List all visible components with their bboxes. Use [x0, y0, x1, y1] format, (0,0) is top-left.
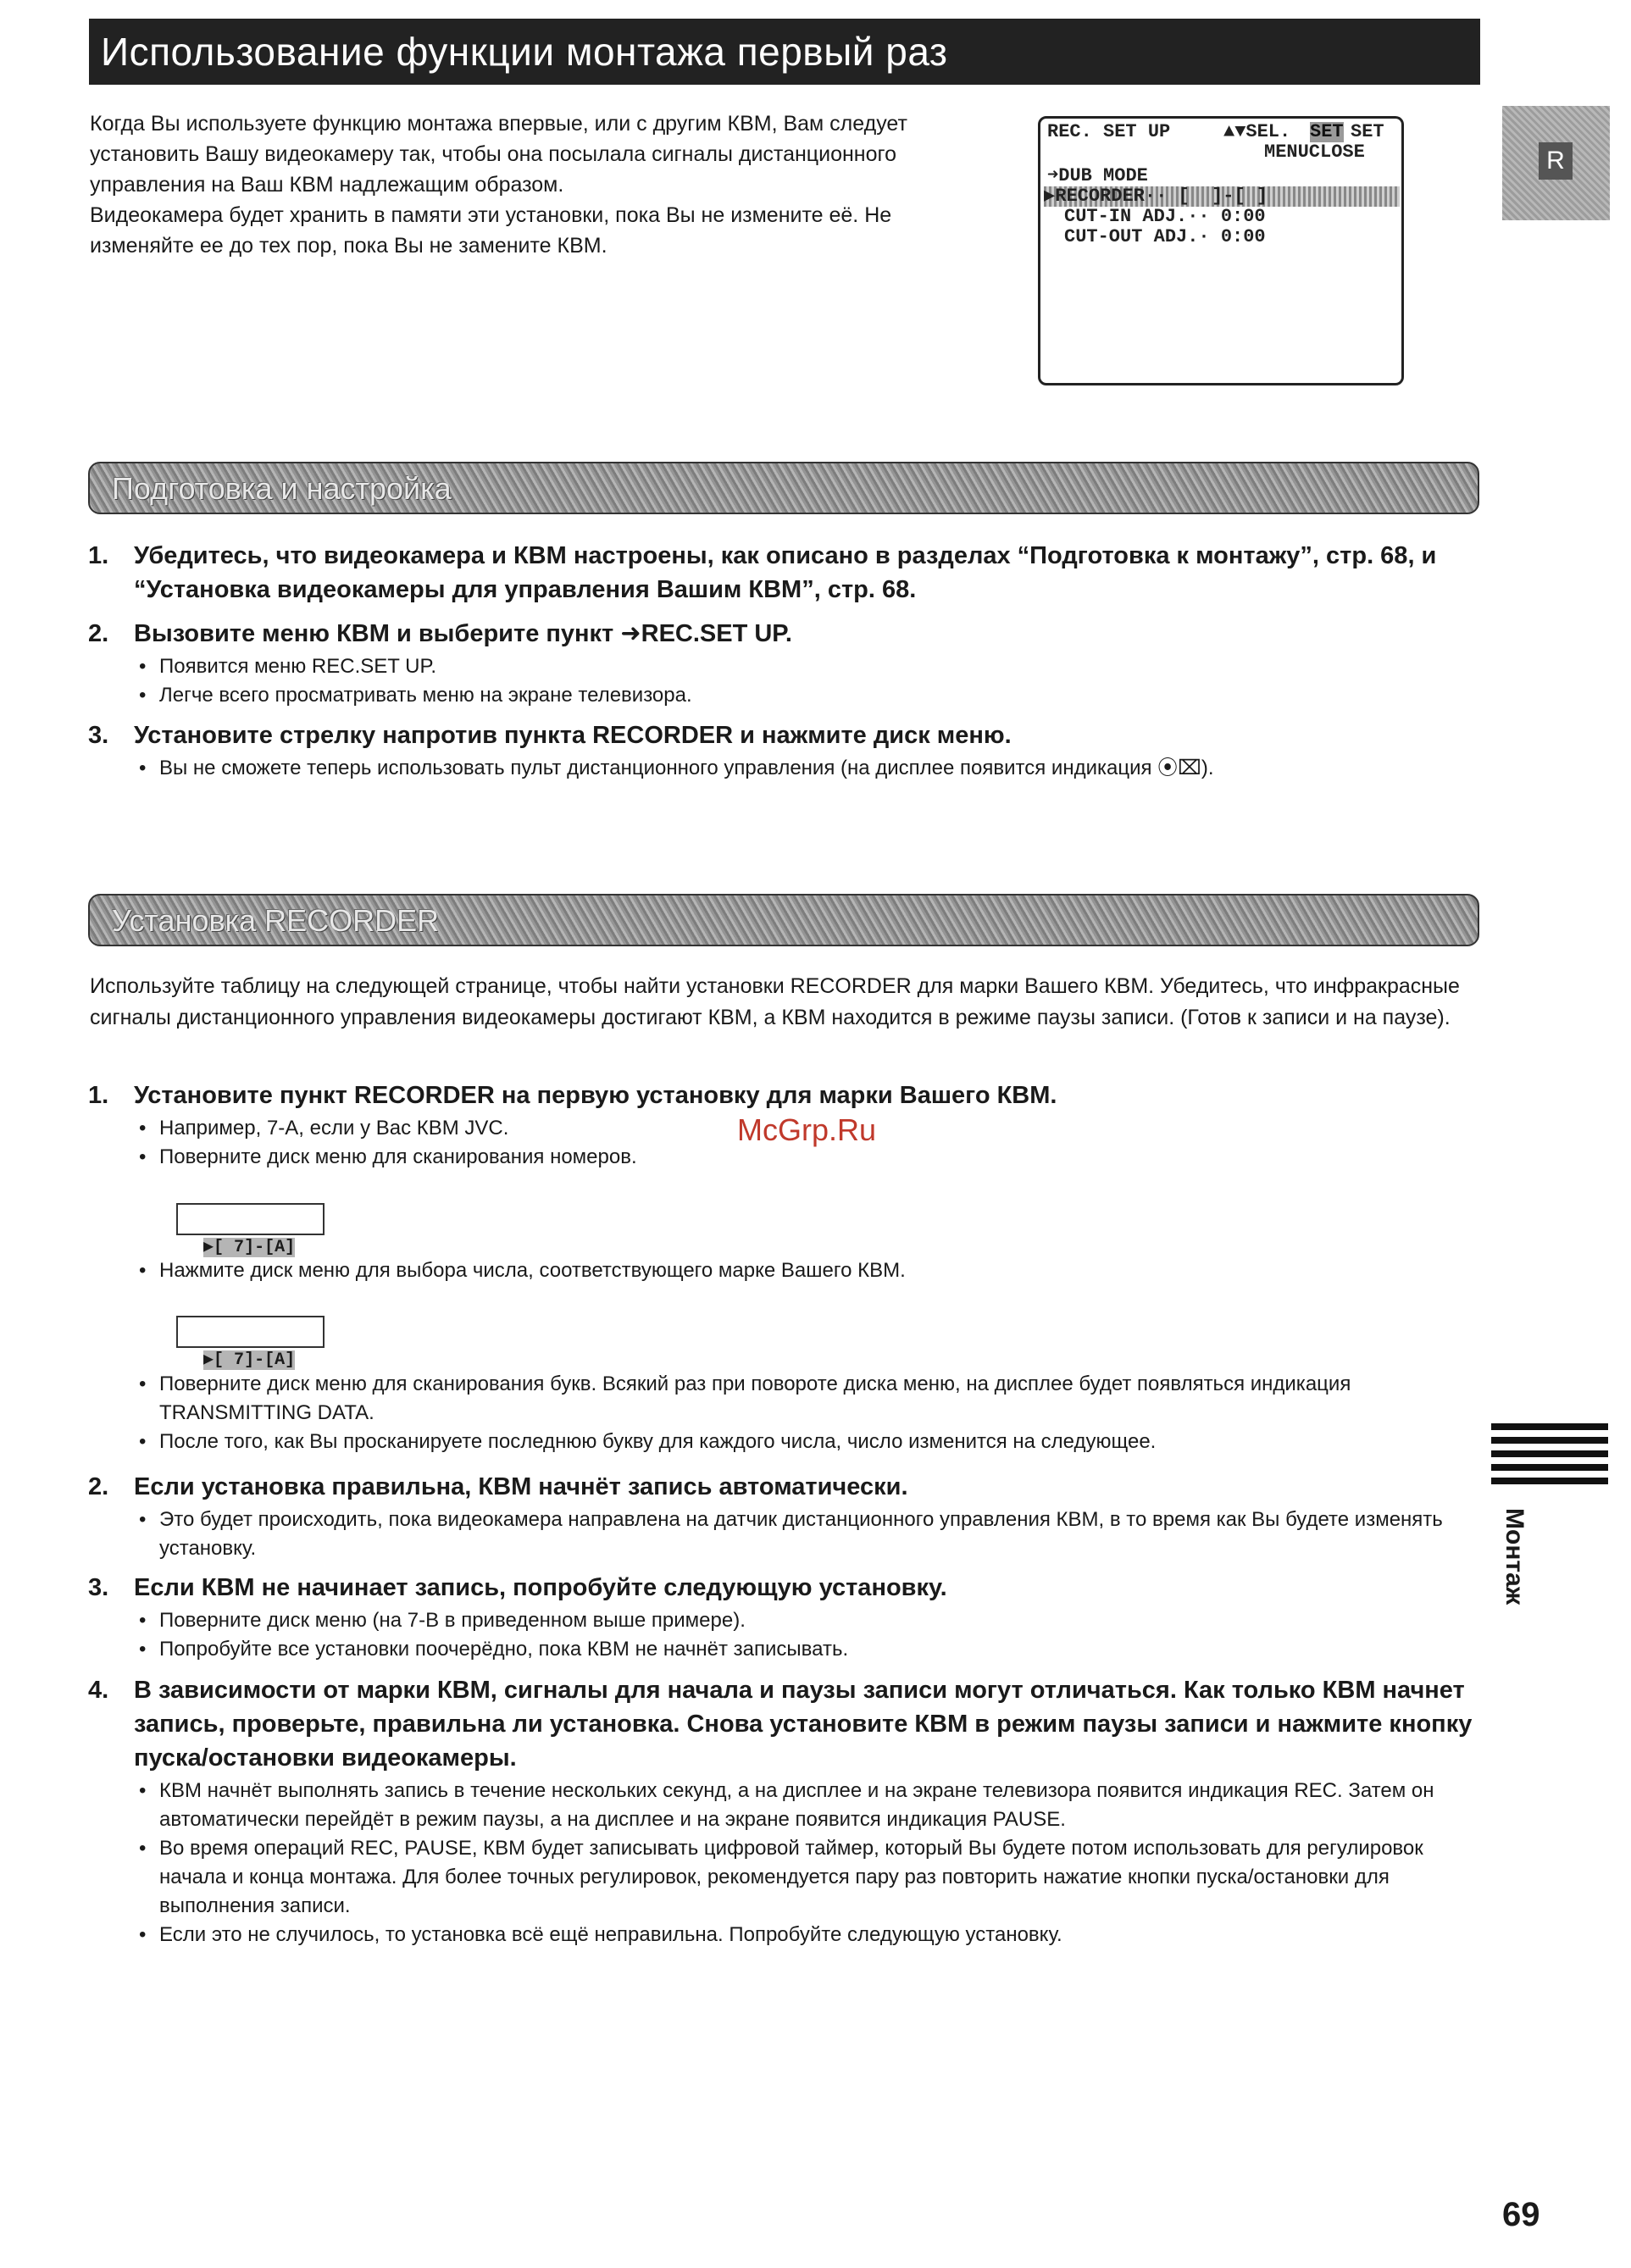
language-tab-letter: R	[1539, 142, 1573, 180]
recorder-display-letter	[176, 1316, 325, 1370]
step-number: 2.	[88, 1473, 109, 1500]
bullet-list	[134, 1506, 1478, 1563]
step-number: 3.	[88, 1574, 109, 1601]
step-item	[88, 1571, 1478, 1664]
menu-item-recorder: ▶RECORDER·· [ ]-[ ]	[1044, 186, 1400, 207]
step-item	[88, 1470, 1478, 1563]
bullet-item: • Если это не случилось, то установка всё ещё неправильна. Попробуйте следующую установку.	[134, 1921, 1478, 1949]
step-text: Если КВМ не начинает запись, попробуйте следующую установку.	[134, 1574, 947, 1601]
menu-item-cut-out: CUT-OUT ADJ.· 0:00	[1064, 226, 1266, 247]
bullet-item: • Поверните диск меню для сканирования букв. Всякий раз при повороте диска меню, на дисплее будет появляться индикация TRANSMITTING DATA.	[134, 1370, 1478, 1428]
recorder-display-number	[176, 1203, 325, 1257]
step-item	[88, 617, 1478, 710]
bullet-item: • Появится меню REC.SET UP.	[134, 652, 1478, 681]
bullet-list	[134, 1370, 1478, 1456]
step-text: Установите пункт RECORDER на первую установку для марки Вашего КВМ.	[134, 1082, 1057, 1109]
intro-paragraph: Видеокамера будет хранить в памяти эти установки, пока Вы не измените её. Не изменяйте ее до тех пор, пока Вы не замените КВМ.	[90, 203, 892, 258]
step-item	[88, 539, 1478, 607]
section-intro: Используйте таблицу на следующей странице, чтобы найти установки RECORDER для марки Вашего КВМ. Убедитесь, что инфракрасные сигналы дистанционного управления видеокамеры достигают КВМ, а КВМ находится в режиме паузы записи. (Готов к записи и на паузе).	[90, 974, 1460, 1029]
section-header-text: Подготовка и настройка	[112, 471, 452, 506]
menu-close-label: MENUCLOSE	[1264, 141, 1365, 163]
step-text: В зависимости от марки КВМ, сигналы для начала и паузы записи могут отличаться. Как только КВМ начнет запись, проверьте, правильна ли установка. Снова установите КВМ в режим паузы записи и нажмите кнопку пуска/остановки видеокамеры.	[134, 1677, 1473, 1772]
step-number: 2.	[88, 620, 109, 647]
step-text: Установите стрелку напротив пункта RECORDER и нажмите диск меню.	[134, 722, 1012, 749]
side-section-label: Монтаж	[1501, 1508, 1528, 1605]
recorder-display-value: ▶[ 7]-[A]	[203, 1238, 296, 1257]
bullet-item: • Поверните диск меню (на 7-В в приведенном выше примере).	[134, 1606, 1478, 1635]
bullet-list	[134, 1606, 1478, 1664]
section-marker-bars	[1491, 1423, 1608, 1491]
menu-item-cut-in: CUT-IN ADJ.·· 0:00	[1064, 206, 1266, 227]
bullet-item: • Попробуйте все установки поочерёдно, пока КВМ не начнёт записывать.	[134, 1635, 1478, 1664]
bullet-item: • Во время операций REC, PAUSE, КВМ будет записывать цифровой таймер, который Вы будете потом использовать для регулировок начала и конца монтажа. Для более точных регулировок, рекомендуется пару раз повторить нажатие кнопки пуска/остановки для выполнения записи.	[134, 1834, 1478, 1921]
step-number: 1.	[88, 1082, 109, 1109]
step-number: 4.	[88, 1677, 109, 1704]
rec-setup-menu-screen	[1038, 116, 1404, 385]
bullet-list	[134, 652, 1478, 710]
section-header-preparation	[88, 462, 1479, 514]
section-header-recorder	[88, 894, 1479, 946]
bullet-list	[134, 1777, 1478, 1949]
section-header-text: Установка RECORDER	[112, 903, 440, 938]
bullet-list	[134, 1256, 1478, 1285]
language-tab	[1502, 106, 1610, 220]
bullet-item: • Вы не сможете теперь использовать пульт дистанционного управления (на дисплее появится индикация ⦿⌧).	[134, 754, 1478, 783]
step-text: Вызовите меню КВМ и выберите пункт ➜REC.SET UP.	[134, 620, 792, 647]
intro-text	[90, 108, 929, 261]
step-number: 3.	[88, 722, 109, 749]
menu-title: REC. SET UP	[1047, 121, 1171, 142]
page-number: 69	[1502, 2196, 1540, 2233]
menu-sel-label: ▲▼SEL.	[1223, 121, 1291, 142]
step-bullets	[88, 1370, 1478, 1456]
bullet-item: • После того, как Вы просканируете последнюю букву для каждого числа, число изменится на следующее.	[134, 1428, 1478, 1456]
step-item	[88, 1673, 1478, 1949]
recorder-display-value: ▶[ 7]-[A]	[203, 1350, 296, 1370]
menu-set-key: SET	[1310, 121, 1344, 142]
intro-paragraph: Когда Вы используете функцию монтажа впервые, или с другим КВМ, Вам следует установить Вашу видеокамеру так, чтобы она посылала сигналы дистанционного управления на Ваш КВМ надлежащим образом.	[90, 112, 907, 197]
watermark: McGrp.Ru	[737, 1112, 877, 1147]
bullet-list	[134, 754, 1478, 783]
bullet-item: • КВМ начнёт выполнять запись в течение нескольких секунд, а на дисплее и на экране телевизора появится индикация REC. Затем он автоматически перейдёт в режим паузы, а на дисплее и на экране появится индикация PAUSE.	[134, 1777, 1478, 1834]
bullet-item: • Нажмите диск меню для выбора числа, соответствующего марке Вашего КВМ.	[134, 1256, 1478, 1285]
step-number: 1.	[88, 542, 109, 569]
bullet-item: • Поверните диск меню для сканирования номеров.	[134, 1143, 1478, 1172]
bullet-item: • Это будет происходить, пока видеокамера направлена на датчик дистанционного управления КВМ, в то время как Вы будете изменять установку.	[134, 1506, 1478, 1563]
menu-set-label: SET	[1351, 121, 1384, 142]
step-bullets	[88, 1256, 1478, 1285]
page-title: Использование функции монтажа первый раз	[89, 19, 1480, 85]
bullet-item: • Легче всего просматривать меню на экране телевизора.	[134, 681, 1478, 710]
step-text: Если установка правильна, КВМ начнёт запись автоматически.	[134, 1473, 908, 1500]
step-item	[88, 718, 1478, 783]
step-text: Убедитесь, что видеокамера и КВМ настроены, как описано в разделах “Подготовка к монтажу”, стр. 68, и “Установка видеокамеры для управления Вашим КВМ”, стр. 68.	[134, 542, 1437, 603]
bullet-item: • Например, 7-А, если у Вас КВМ JVC.	[134, 1114, 1478, 1143]
menu-item-dub-mode: ➜DUB MODE	[1047, 165, 1148, 186]
